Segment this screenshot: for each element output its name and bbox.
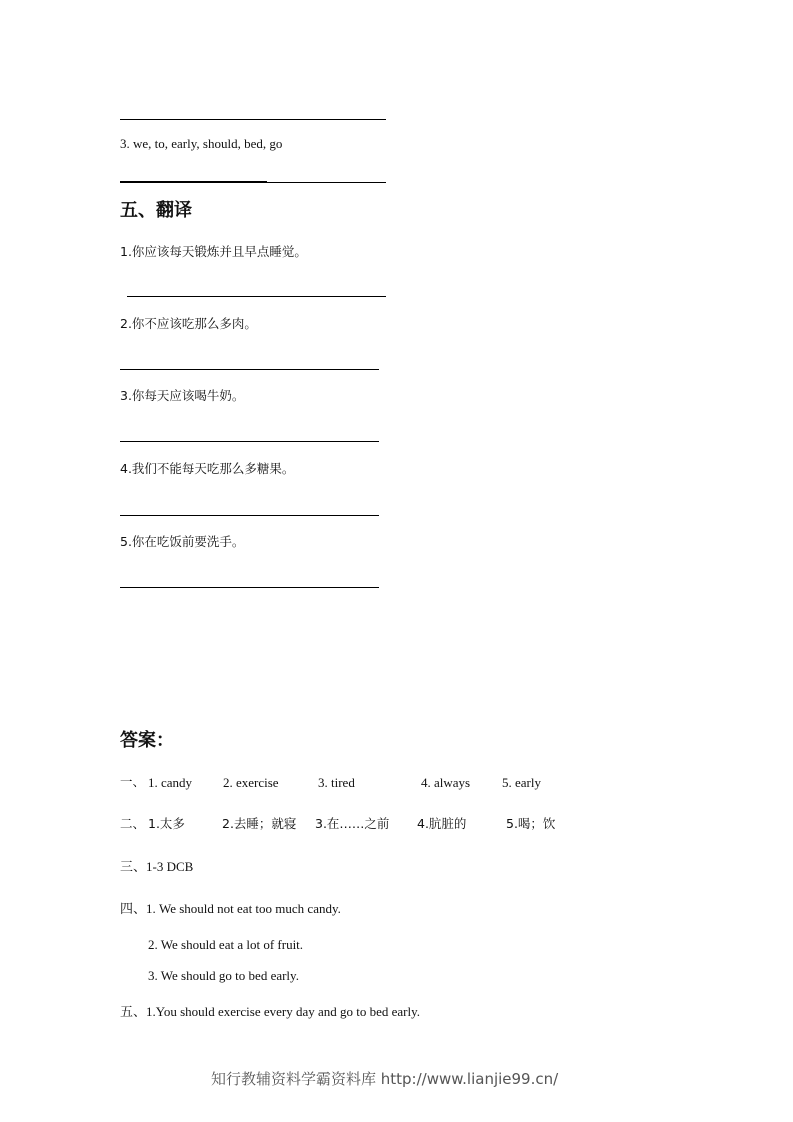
footer-watermark: 知行教辅资料学霸资料库 http://www.lianjie99.cn/ bbox=[211, 1070, 559, 1088]
answer-line bbox=[120, 182, 386, 183]
answer-line bbox=[120, 369, 379, 370]
question-4-3: 3. we, to, early, should, bed, go bbox=[120, 136, 283, 151]
answer-row4-1: 四、1. We should not eat too much candy. bbox=[120, 901, 341, 916]
answer-2-2: 2.去睡；就寝 bbox=[222, 816, 297, 831]
answer-2-4: 4.肮脏的 bbox=[417, 816, 467, 831]
answer-2-5: 5.喝；饮 bbox=[506, 816, 556, 831]
answer-row4-2: 2. We should eat a lot of fruit. bbox=[148, 937, 304, 952]
answer-line bbox=[120, 587, 379, 588]
answer-line bbox=[120, 119, 386, 120]
answer-1-4: 4. always bbox=[421, 775, 471, 790]
answer-row2-prefix: 二、 bbox=[120, 816, 146, 831]
translate-item-2: 2.你不应该吃那么多肉。 bbox=[120, 316, 257, 331]
answer-row5: 五、1.You should exercise every day and go to bed early. bbox=[120, 1004, 421, 1019]
answer-1-1: 1. candy bbox=[148, 775, 193, 790]
answer-2-3: 3.在……之前 bbox=[315, 816, 390, 831]
answer-row4-3: 3. We should go to bed early. bbox=[148, 968, 299, 983]
answer-2-1: 1.太多 bbox=[148, 816, 185, 831]
translate-item-5: 5.你在吃饭前要洗手。 bbox=[120, 534, 245, 549]
translate-item-3: 3.你每天应该喝牛奶。 bbox=[120, 388, 245, 403]
answers-heading: 答案： bbox=[120, 730, 174, 751]
translate-item-4: 4.我们不能每天吃那么多糖果。 bbox=[120, 461, 295, 476]
answer-1-2: 2. exercise bbox=[223, 775, 279, 790]
answer-row3: 三、1-3 DCB bbox=[120, 859, 194, 874]
translate-item-1: 1.你应该每天锻炼并且早点睡觉。 bbox=[120, 244, 307, 259]
answer-line bbox=[127, 296, 386, 297]
section-5-heading: 五、翻译 bbox=[120, 200, 192, 221]
answer-line bbox=[120, 181, 267, 182]
answer-row1-prefix: 一、 bbox=[120, 774, 146, 789]
answer-line bbox=[120, 515, 379, 516]
answer-line bbox=[120, 441, 379, 442]
answer-1-3: 3. tired bbox=[318, 775, 355, 790]
answer-1-5: 5. early bbox=[502, 775, 541, 790]
